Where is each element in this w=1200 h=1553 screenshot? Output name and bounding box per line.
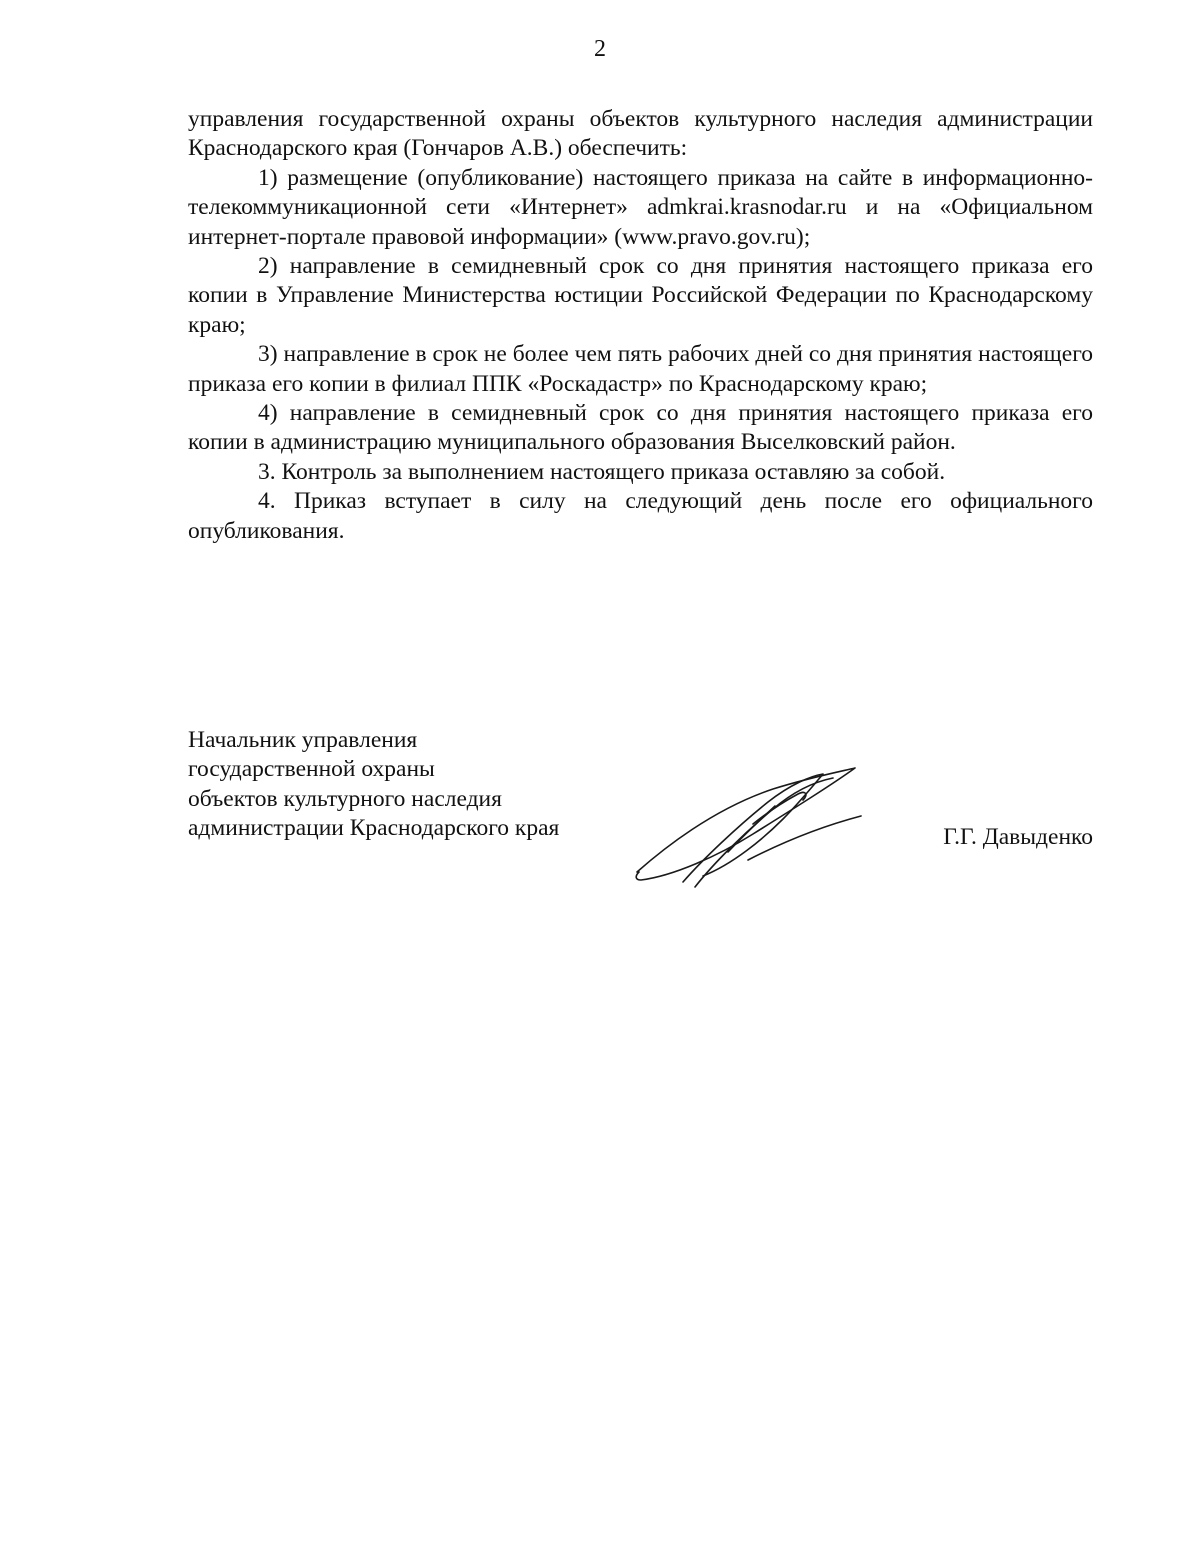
signer-title-line: Начальник управления	[188, 727, 418, 753]
paragraph-intro: управления государственной охраны объектов культурного наследия администрации Краснодарского края (Гончаров А.В.) обеспечить:	[188, 106, 1093, 162]
page-number: 2	[594, 36, 606, 62]
signature-block	[188, 726, 1093, 906]
signer-title	[188, 726, 559, 844]
signer-title-line: государственной охраны	[188, 756, 435, 783]
signer-title-line: администрации Краснодарского края	[188, 815, 560, 842]
document-body	[188, 105, 1093, 546]
signer-title-line: объектов культурного наследия	[188, 785, 502, 812]
paragraph-item-2: 2) направление в семидневный срок со дня принятия настоящего приказа его копии в Управление Министерства юстиции Российской Федерации по Краснодарскому краю;	[188, 253, 1093, 338]
paragraph-point-4: 4. Приказ вступает в силу на следующий день после его официального опубликования.	[188, 488, 1093, 544]
signer-name: Г.Г. Давыденко	[943, 824, 1093, 850]
paragraph-item-4: 4) направление в семидневный срок со дня принятия настоящего приказа его копии в администрацию муниципального образования Выселковский район.	[188, 400, 1093, 456]
paragraph-item-1: 1) размещение (опубликование) настоящего приказа на сайте в информационно-телекоммуникационной сети «Интернет» admkrai.krasnodar.ru и на «Официальном интернет-портале правовой информации» (www.pravo.gov.ru);	[188, 164, 1093, 250]
paragraph-point-3: 3. Контроль за выполнением настоящего приказа оставляю за собой.	[258, 458, 946, 485]
paragraph-item-3: 3) направление в срок не более чем пять рабочих дней со дня принятия настоящего приказа его копии в филиал ППК «Роскадастр» по Краснодарскому краю;	[188, 341, 1093, 397]
handwritten-signature-icon	[633, 764, 863, 889]
